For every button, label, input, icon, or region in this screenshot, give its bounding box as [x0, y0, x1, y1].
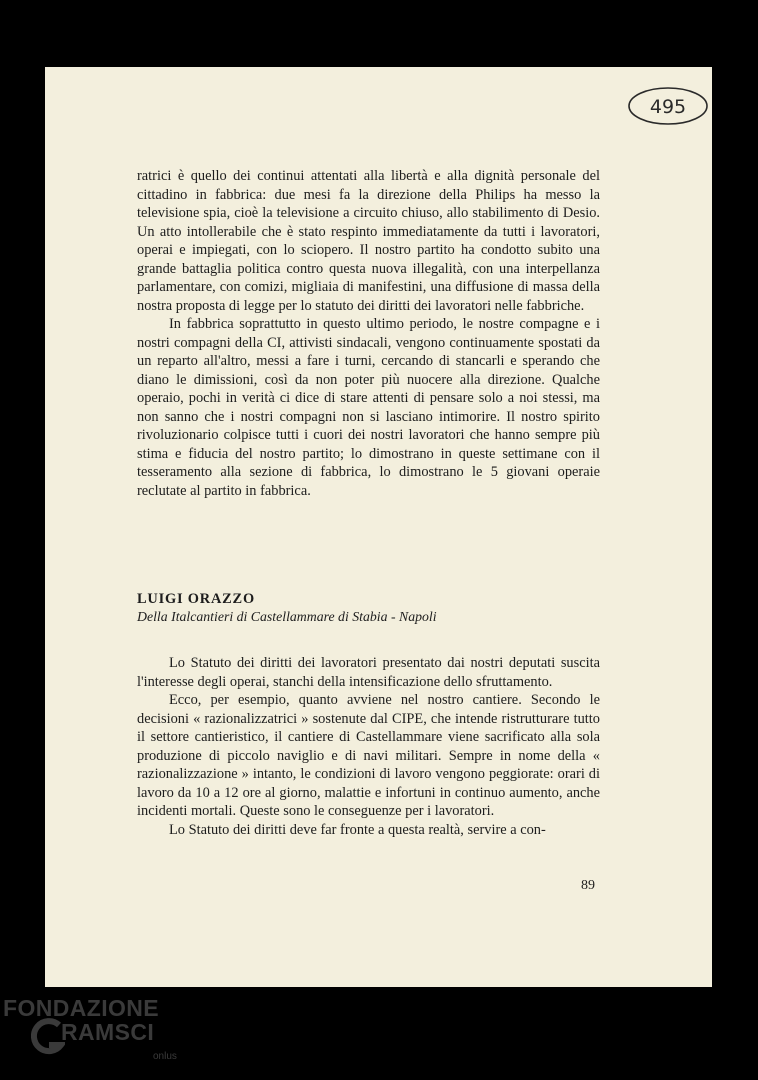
paragraph: Lo Statuto dei diritti dei lavoratori presentato dai nostri deputati suscita l'interesse degli operai, stanchi della intensificazione dello sfruttamento.: [137, 655, 600, 690]
fondazione-gramsci-logo: [3, 995, 193, 1075]
archive-number: 495: [649, 96, 687, 118]
paragraph: ratrici è quello dei continui attentati alla libertà e alla dignità personale del cittadino in fabbrica: due mesi fa la direzione della Philips ha messo la televisione spia, cioè la televisione a circuito chiuso, allo stabilimento di Desio. Un atto intollerabile che è stato respinto immediatamente da tutti i lavoratori, operai e impiegati, con lo sciopero. Il nostro partito ha condotto subito una grande battaglia politica contro questa nuova illegalità, con una interpellanza parlamentare, con comizi, migliaia di manifestini, una diffusione di massa della nostra proposta di legge per lo statuto dei diritti dei lavoratori nelle fabbriche.: [137, 168, 600, 314]
handwritten-circle-icon: [626, 85, 710, 127]
article-body-bottom: [137, 654, 600, 839]
document-page: [45, 67, 712, 987]
logo-line-1: FONDAZIONE: [3, 995, 160, 1021]
paragraph: In fabbrica soprattutto in questo ultimo periodo, le nostre compagne e i nostri compagni della CI, attivisti sindacali, vengono continuamente spostati da un reparto all'altro, messi a fare i turni, cercando di stancarli e sperando che diano le dimissioni, così da non poter più nuocere alla direzione. Qualche operaio, pochi in verità ci dice di stare attenti di pensare solo a noi stessi, ma non sanno che i nostri compagni non si lasciano intimorire. Il nostro spirito rivoluzionario colpisce tutti i cuori dei nostri lavoratori che hanno sempre più stima e fiducia del nostro partito; lo dimostrano in queste settimane con il tesseramento alla sezione di fabbrica, lo dimostrano le 5 giovani operaie reclutate al partito in fabbrica.: [137, 316, 600, 499]
logo-suffix: onlus: [153, 1051, 177, 1062]
paragraph: Lo Statuto dei diritti deve far fronte a questa realtà, servire a con-: [169, 821, 546, 838]
author-name: LUIGI ORAZZO: [137, 591, 255, 607]
paragraph: Ecco, per esempio, quanto avviene nel nostro cantiere. Secondo le decisioni « razionalizzatrici » sostenute dal CIPE, che intende ristrutturare tutto il settore cantieristico, il cantiere di Castellammare viene sacrificato alla sola produzione di piccolo naviglio e di navi militari. Sempre in nome della « razionalizzazione » intanto, le condizioni di lavoro vengono peggiorate: orari di lavoro da 10 a 12 ore al giorno, malattie e infortuni in continuo aumento, anche incidenti mortali. Queste sono le conseguenze per i lavoratori.: [137, 692, 600, 819]
author-heading: [137, 590, 600, 626]
archive-number-stamp: [626, 85, 710, 127]
article-body-top: [137, 167, 600, 500]
logo-line-2: RAMSCI: [61, 1019, 155, 1045]
logo-g-icon: [31, 1015, 65, 1061]
page-number: 89: [581, 878, 595, 893]
author-affiliation: Della Italcantieri di Castellammare di Stabia - Napoli: [137, 609, 437, 624]
